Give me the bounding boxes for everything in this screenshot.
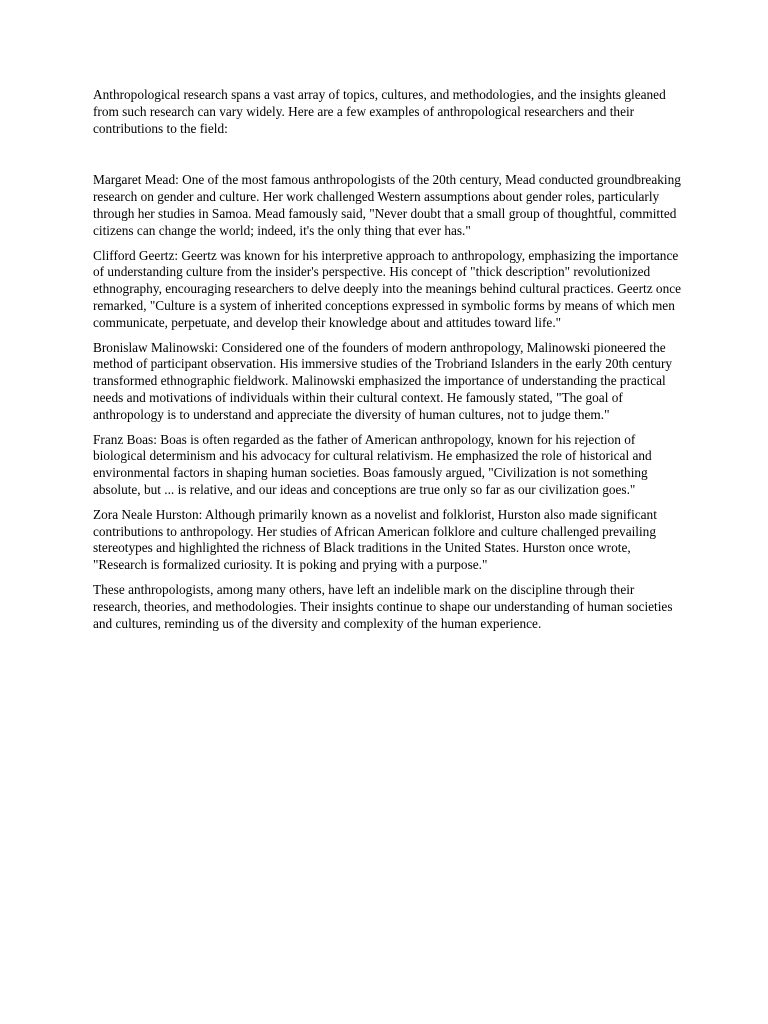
paragraph-margaret-mead: Margaret Mead: One of the most famous anthropologists of the 20th century, Mead conducted groundbreaking research on gender and culture. Her work challenged Western assumptions about gender roles, particularly through her studies in Samoa. Mead famously said, "Never doubt that a small group of thoughtful, committed citizens can change the world; indeed, it's the only thing that ever has." — [93, 172, 681, 238]
intro-paragraph: Anthropological research spans a vast array of topics, cultures, and methodologies, and the insights gleaned from such research can vary widely. Here are a few examples of anthropological researchers and their contributions to the field: — [93, 87, 666, 136]
paragraph-zora-neale-hurston: Zora Neale Hurston: Although primarily known as a novelist and folklorist, Hurston also made significant contributions to anthropology. Her studies of African American folklore and culture challenged prevailing stereotypes and highlighted the richness of Black traditions in the United States. Hurston once wrote, "Research is formalized curiosity. It is poking and prying with a purpose." — [93, 506, 657, 573]
document-page — [93, 87, 683, 640]
conclusion-paragraph: These anthropologists, among many others, have left an indelible mark on the discipline through their research, theories, and methodologies. Their insights continue to shape our understanding of human societies and cultures, reminding us of the diversity and complexity of the human experience. — [93, 581, 673, 631]
paragraph-bronislaw-malinowski: Bronislaw Malinowski: Considered one of the founders of modern anthropology, Malinowski pioneered the method of participant observation. His immersive studies of the Trobriand Islanders in the early 20th century transformed ethnographic fieldwork. Malinowski emphasized the importance of understanding the practical needs and motivations of individuals within their cultural context. He famously stated, "The goal of anthropology is to understand and appreciate the diversity of human cultures, not to judge them." — [93, 339, 673, 422]
paragraph-clifford-geertz: Clifford Geertz: Geertz was known for his interpretive approach to anthropology, emphasizing the importance of understanding culture from the insider's perspective. His concept of "thick description" revolutionized ethnography, encouraging researchers to delve deeply into the meanings behind cultural practices. Geertz once remarked, "Culture is a system of inherited conceptions expressed in symbolic forms by means of which men communicate, perpetuate, and develop their knowledge about and attitudes toward life." — [93, 247, 682, 330]
paragraph-franz-boas: Franz Boas: Boas is often regarded as the father of American anthropology, known for his rejection of biological determinism and his advocacy for cultural relativism. He emphasized the role of historical and environmental factors in shaping human societies. Boas famously argued, "Civilization is not something absolute, but ... is relative, and our ideas and conceptions are true only so far as our civilization goes." — [93, 431, 652, 497]
